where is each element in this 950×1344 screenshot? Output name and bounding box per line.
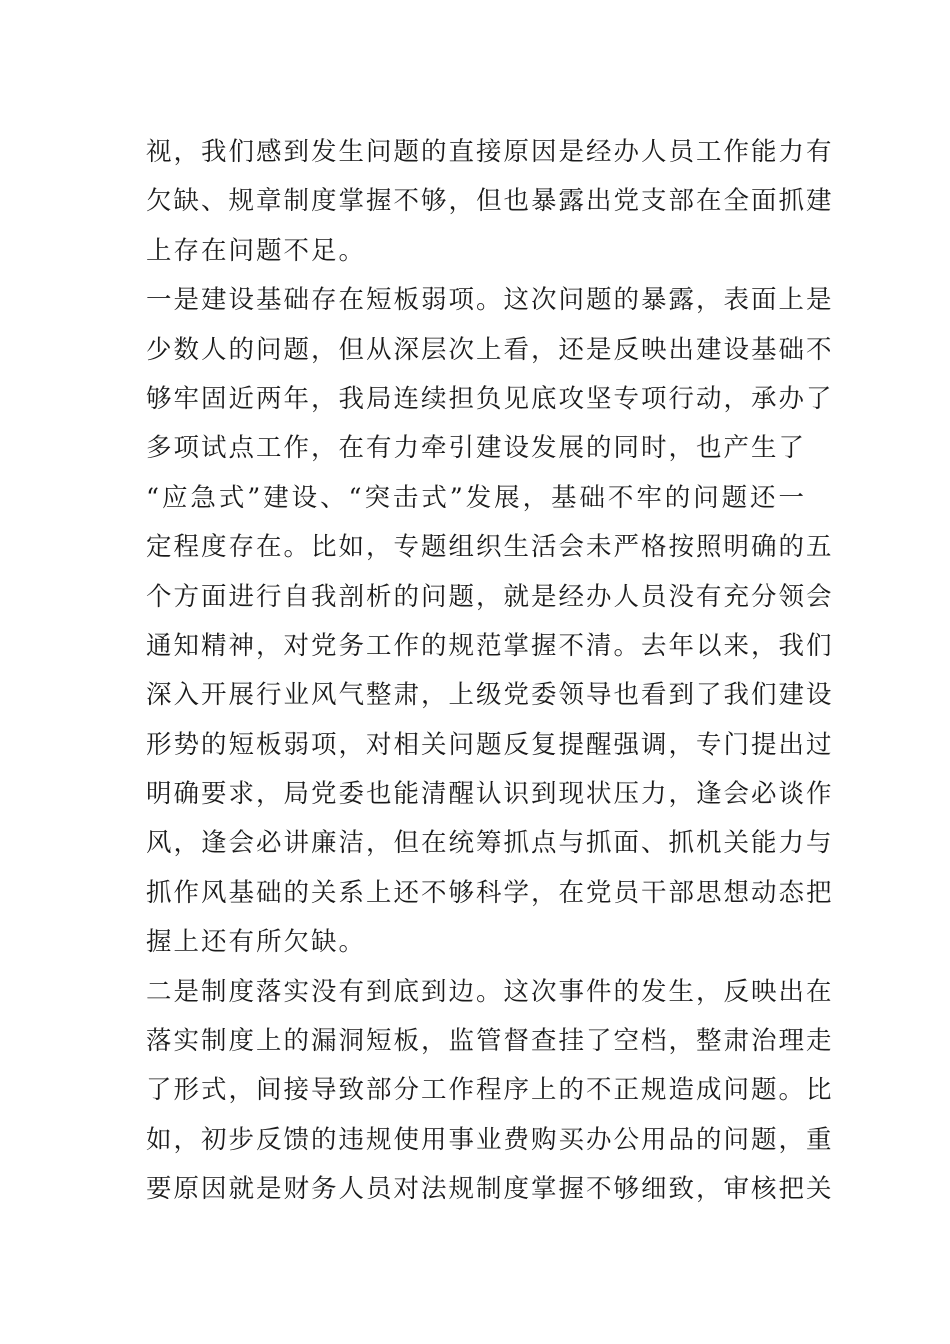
- text-line: 上存在问题不足。: [146, 235, 367, 266]
- text-line: 形势的短板弱项，对相关问题反复提醒强调，专门提出过: [146, 729, 834, 760]
- text-line: “应急式”建设、“突击式”发展，基础不牢的问题还一: [146, 482, 806, 513]
- text-line: 定程度存在。比如，专题组织生活会未严格按照明确的五: [146, 532, 834, 563]
- text-line: 要原因就是财务人员对法规制度掌握不够细致，审核把关: [146, 1174, 834, 1205]
- text-line: 一是建设基础存在短板弱项。这次问题的暴露，表面上是: [146, 285, 834, 316]
- text-line: 个方面进行自我剖析的问题，就是经办人员没有充分领会: [146, 581, 834, 612]
- text-line: 通知精神，对党务工作的规范掌握不清。去年以来，我们: [146, 630, 834, 661]
- text-line: 多项试点工作，在有力牵引建设发展的同时，也产生了: [146, 433, 807, 464]
- document-body: [146, 128, 834, 1215]
- text-line: 深入开展行业风气整肃，上级党委领导也看到了我们建设: [146, 680, 834, 711]
- text-line: 明确要求，局党委也能清醒认识到现状压力，逢会必谈作: [146, 779, 834, 810]
- text-line: 风，逢会必讲廉洁，但在统筹抓点与抓面、抓机关能力与: [146, 828, 834, 859]
- text-line: 如，初步反馈的违规使用事业费购买办公用品的问题，重: [146, 1124, 834, 1155]
- text-line: 落实制度上的漏洞短板，监管督查挂了空档，整肃治理走: [146, 1026, 834, 1057]
- text-line: 二是制度落实没有到底到边。这次事件的发生，反映出在: [146, 976, 834, 1007]
- text-line: 够牢固近两年，我局连续担负见底攻坚专项行动，承办了: [146, 383, 834, 414]
- text-line: 欠缺、规章制度掌握不够，但也暴露出党支部在全面抓建: [146, 186, 834, 217]
- text-line: 抓作风基础的关系上还不够科学，在党员干部思想动态把: [146, 877, 834, 908]
- text-line: 握上还有所欠缺。: [146, 927, 367, 958]
- text-line: 了形式，间接导致部分工作程序上的不正规造成问题。比: [146, 1075, 834, 1106]
- text-line: 少数人的问题，但从深层次上看，还是反映出建设基础不: [146, 334, 834, 365]
- text-line: 视，我们感到发生问题的直接原因是经办人员工作能力有: [146, 137, 834, 167]
